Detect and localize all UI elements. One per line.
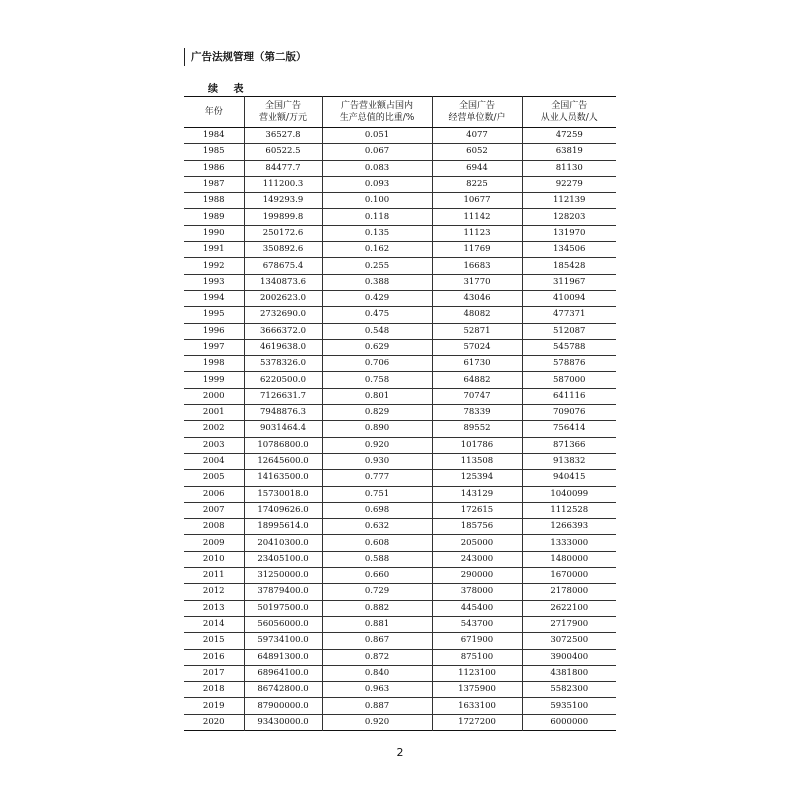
table-row — [184, 405, 616, 421]
year-cell: 2014 — [184, 616, 244, 632]
employees-cell: 1333000 — [522, 535, 616, 551]
year-cell: 1996 — [184, 323, 244, 339]
year-cell: 1997 — [184, 339, 244, 355]
revenue-cell: 68964100.0 — [244, 665, 322, 681]
business-units-cell: 8225 — [432, 176, 522, 192]
year-cell: 1999 — [184, 372, 244, 388]
business-units-cell: 61730 — [432, 356, 522, 372]
revenue-cell: 9031464.4 — [244, 421, 322, 437]
year-cell: 1984 — [184, 128, 244, 144]
gdp-share-cell: 0.751 — [322, 486, 432, 502]
year-cell: 1994 — [184, 290, 244, 306]
table-row — [184, 470, 616, 486]
business-units-cell: 1633100 — [432, 698, 522, 714]
table-row — [184, 551, 616, 567]
table-row — [184, 535, 616, 551]
gdp-share-cell: 0.608 — [322, 535, 432, 551]
revenue-cell: 60522.5 — [244, 144, 322, 160]
employees-cell: 913832 — [522, 453, 616, 469]
year-cell: 2005 — [184, 470, 244, 486]
business-units-cell: 11123 — [432, 225, 522, 241]
business-units-cell: 875100 — [432, 649, 522, 665]
table-row — [184, 144, 616, 160]
employees-cell: 1040099 — [522, 486, 616, 502]
revenue-cell: 5378326.0 — [244, 356, 322, 372]
year-cell: 1991 — [184, 242, 244, 258]
revenue-cell: 20410300.0 — [244, 535, 322, 551]
employees-cell: 5582300 — [522, 682, 616, 698]
employees-cell: 940415 — [522, 470, 616, 486]
year-cell: 1998 — [184, 356, 244, 372]
table-row — [184, 388, 616, 404]
business-units-cell: 543700 — [432, 616, 522, 632]
revenue-cell: 199899.8 — [244, 209, 322, 225]
revenue-cell: 93430000.0 — [244, 714, 322, 730]
table-row — [184, 372, 616, 388]
revenue-cell: 31250000.0 — [244, 568, 322, 584]
revenue-cell: 250172.6 — [244, 225, 322, 241]
employees-cell: 4381800 — [522, 665, 616, 681]
gdp-share-cell: 0.083 — [322, 160, 432, 176]
table-row — [184, 649, 616, 665]
year-cell: 1989 — [184, 209, 244, 225]
revenue-cell: 56056000.0 — [244, 616, 322, 632]
gdp-share-cell: 0.706 — [322, 356, 432, 372]
employees-cell: 1112528 — [522, 502, 616, 518]
header-line: 广告营业额占国内 — [340, 101, 413, 111]
revenue-cell: 1340873.6 — [244, 274, 322, 290]
employees-cell: 512087 — [522, 323, 616, 339]
year-cell: 2018 — [184, 682, 244, 698]
business-units-cell: 89552 — [432, 421, 522, 437]
gdp-share-cell: 0.758 — [322, 372, 432, 388]
year-cell: 1990 — [184, 225, 244, 241]
year-header — [184, 97, 244, 128]
gdp-share-cell: 0.829 — [322, 405, 432, 421]
gdp-share-cell: 0.777 — [322, 470, 432, 486]
table-row — [184, 160, 616, 176]
employees-cell: 410094 — [522, 290, 616, 306]
employees-cell: 112139 — [522, 193, 616, 209]
employees-cell: 756414 — [522, 421, 616, 437]
page-number: 2 — [396, 746, 404, 759]
revenue-cell: 84477.7 — [244, 160, 322, 176]
year-cell: 1992 — [184, 258, 244, 274]
table-row — [184, 665, 616, 681]
table-row — [184, 193, 616, 209]
employees-cell: 3072500 — [522, 633, 616, 649]
revenue-cell: 111200.3 — [244, 176, 322, 192]
business-units-cell: 43046 — [432, 290, 522, 306]
gdp-share-cell: 0.135 — [322, 225, 432, 241]
employees-cell: 92279 — [522, 176, 616, 192]
business-units-cell: 4077 — [432, 128, 522, 144]
business-units-header — [432, 97, 522, 128]
revenue-header — [244, 97, 322, 128]
header-line: 生产总值的比重/% — [339, 113, 415, 123]
year-cell: 2013 — [184, 600, 244, 616]
employees-cell: 311967 — [522, 274, 616, 290]
business-units-cell: 125394 — [432, 470, 522, 486]
gdp-share-cell: 0.100 — [322, 193, 432, 209]
employees-cell: 2622100 — [522, 600, 616, 616]
business-units-cell: 143129 — [432, 486, 522, 502]
revenue-cell: 64891300.0 — [244, 649, 322, 665]
continued-label: 续 表 — [208, 84, 250, 95]
gdp-share-cell: 0.162 — [322, 242, 432, 258]
gdp-share-cell: 0.632 — [322, 519, 432, 535]
table-row — [184, 600, 616, 616]
header-line: 全国广告 — [264, 101, 301, 111]
table-body — [184, 128, 616, 731]
employees-cell: 477371 — [522, 307, 616, 323]
business-units-cell: 52871 — [432, 323, 522, 339]
business-units-cell: 11142 — [432, 209, 522, 225]
employees-cell: 185428 — [522, 258, 616, 274]
year-cell: 2020 — [184, 714, 244, 730]
revenue-cell: 678675.4 — [244, 258, 322, 274]
gdp-share-cell: 0.475 — [322, 307, 432, 323]
year-cell: 1988 — [184, 193, 244, 209]
employees-cell: 128203 — [522, 209, 616, 225]
business-units-cell: 205000 — [432, 535, 522, 551]
year-cell: 2009 — [184, 535, 244, 551]
gdp-share-cell: 0.067 — [322, 144, 432, 160]
table-row — [184, 584, 616, 600]
year-cell: 1993 — [184, 274, 244, 290]
revenue-cell: 17409626.0 — [244, 502, 322, 518]
gdp-share-header — [322, 97, 432, 128]
revenue-cell: 2732690.0 — [244, 307, 322, 323]
employees-cell: 578876 — [522, 356, 616, 372]
employees-cell: 641116 — [522, 388, 616, 404]
table-row — [184, 225, 616, 241]
business-units-cell: 11769 — [432, 242, 522, 258]
business-units-cell: 172615 — [432, 502, 522, 518]
revenue-cell: 3666372.0 — [244, 323, 322, 339]
revenue-cell: 14163500.0 — [244, 470, 322, 486]
running-head: 广告法规管理（第二版） — [184, 48, 307, 66]
business-units-cell: 70747 — [432, 388, 522, 404]
gdp-share-cell: 0.840 — [322, 665, 432, 681]
table-row — [184, 616, 616, 632]
business-units-cell: 113508 — [432, 453, 522, 469]
table-row — [184, 682, 616, 698]
business-units-cell: 671900 — [432, 633, 522, 649]
gdp-share-cell: 0.629 — [322, 339, 432, 355]
table-row — [184, 242, 616, 258]
table-header — [184, 97, 616, 128]
revenue-cell: 350892.6 — [244, 242, 322, 258]
revenue-cell: 6220500.0 — [244, 372, 322, 388]
gdp-share-cell: 0.867 — [322, 633, 432, 649]
revenue-cell: 10786800.0 — [244, 437, 322, 453]
table-row — [184, 356, 616, 372]
revenue-cell: 87900000.0 — [244, 698, 322, 714]
table-row — [184, 258, 616, 274]
employees-cell: 3900400 — [522, 649, 616, 665]
business-units-cell: 64882 — [432, 372, 522, 388]
business-units-cell: 48082 — [432, 307, 522, 323]
table-row — [184, 519, 616, 535]
year-cell: 2006 — [184, 486, 244, 502]
header-row — [184, 97, 616, 128]
employees-cell: 134506 — [522, 242, 616, 258]
business-units-cell: 10677 — [432, 193, 522, 209]
header-line: 全国广告 — [551, 101, 588, 111]
table-row — [184, 486, 616, 502]
gdp-share-cell: 0.660 — [322, 568, 432, 584]
table-row — [184, 437, 616, 453]
business-units-cell: 57024 — [432, 339, 522, 355]
year-cell: 2007 — [184, 502, 244, 518]
year-cell: 2017 — [184, 665, 244, 681]
business-units-cell: 185756 — [432, 519, 522, 535]
year-cell: 2008 — [184, 519, 244, 535]
table-row — [184, 128, 616, 144]
year-cell: 2012 — [184, 584, 244, 600]
year-cell: 2004 — [184, 453, 244, 469]
gdp-share-cell: 0.051 — [322, 128, 432, 144]
gdp-share-cell: 0.887 — [322, 698, 432, 714]
employees-cell: 131970 — [522, 225, 616, 241]
business-units-cell: 1123100 — [432, 665, 522, 681]
business-units-cell: 6944 — [432, 160, 522, 176]
table-row — [184, 568, 616, 584]
employees-cell: 5935100 — [522, 698, 616, 714]
header-line: 全国广告 — [458, 101, 495, 111]
revenue-cell: 7948876.3 — [244, 405, 322, 421]
business-units-cell: 290000 — [432, 568, 522, 584]
gdp-share-cell: 0.881 — [322, 616, 432, 632]
business-units-cell: 378000 — [432, 584, 522, 600]
table-row — [184, 714, 616, 730]
revenue-cell: 4619638.0 — [244, 339, 322, 355]
gdp-share-cell: 0.963 — [322, 682, 432, 698]
gdp-share-cell: 0.588 — [322, 551, 432, 567]
header-line: 营业额/万元 — [258, 113, 308, 123]
table-row — [184, 176, 616, 192]
employees-cell: 2717900 — [522, 616, 616, 632]
header-line: 经营单位数/户 — [448, 113, 506, 123]
revenue-cell: 15730018.0 — [244, 486, 322, 502]
gdp-share-cell: 0.388 — [322, 274, 432, 290]
revenue-cell: 50197500.0 — [244, 600, 322, 616]
gdp-share-cell: 0.872 — [322, 649, 432, 665]
employees-cell: 709076 — [522, 405, 616, 421]
employees-cell: 587000 — [522, 372, 616, 388]
employees-cell: 6000000 — [550, 716, 589, 727]
revenue-cell: 59734100.0 — [244, 633, 322, 649]
year-cell: 1987 — [184, 176, 244, 192]
gdp-share-cell: 0.890 — [322, 421, 432, 437]
employees-cell: 2178000 — [522, 584, 616, 600]
business-units-cell: 243000 — [432, 551, 522, 567]
employees-cell: 545788 — [522, 339, 616, 355]
table-row — [184, 323, 616, 339]
year-cell: 2019 — [184, 698, 244, 714]
employees-cell: 63819 — [522, 144, 616, 160]
year-cell: 2002 — [184, 421, 244, 437]
year-cell: 2000 — [184, 388, 244, 404]
header-line: 从业人员数/人 — [540, 113, 598, 123]
revenue-cell: 149293.9 — [244, 193, 322, 209]
employees-header — [522, 97, 616, 128]
year-cell: 2015 — [184, 633, 244, 649]
header-line: 年份 — [204, 107, 223, 117]
employees-cell: 1480000 — [522, 551, 616, 567]
table-row — [184, 421, 616, 437]
gdp-share-cell: 0.920 — [322, 714, 432, 730]
employees-cell: 81130 — [522, 160, 616, 176]
year-cell: 2001 — [184, 405, 244, 421]
gdp-share-cell: 0.920 — [322, 437, 432, 453]
table-row — [184, 290, 616, 306]
revenue-cell: 2002623.0 — [244, 290, 322, 306]
gdp-share-cell: 0.255 — [322, 258, 432, 274]
revenue-cell: 7126631.7 — [244, 388, 322, 404]
table-row — [184, 502, 616, 518]
gdp-share-cell: 0.429 — [322, 290, 432, 306]
year-cell: 1985 — [184, 144, 244, 160]
year-cell: 2016 — [184, 649, 244, 665]
gdp-share-cell: 0.882 — [322, 600, 432, 616]
business-units-cell: 1375900 — [432, 682, 522, 698]
business-units-cell: 1727200 — [432, 714, 522, 730]
revenue-cell: 23405100.0 — [244, 551, 322, 567]
year-cell: 1995 — [184, 307, 244, 323]
business-units-cell: 78339 — [432, 405, 522, 421]
business-units-cell: 6052 — [432, 144, 522, 160]
table-row — [184, 209, 616, 225]
business-units-cell: 31770 — [432, 274, 522, 290]
employees-cell: 871366 — [522, 437, 616, 453]
employees-cell: 47259 — [522, 128, 616, 144]
revenue-cell: 86742800.0 — [244, 682, 322, 698]
gdp-share-cell: 0.801 — [322, 388, 432, 404]
revenue-cell: 12645600.0 — [244, 453, 322, 469]
employees-cell: 1670000 — [522, 568, 616, 584]
gdp-share-cell: 0.930 — [322, 453, 432, 469]
revenue-cell: 18995614.0 — [244, 519, 322, 535]
year-cell: 2011 — [184, 568, 244, 584]
table-row — [184, 453, 616, 469]
year-cell: 2010 — [184, 551, 244, 567]
year-cell: 1986 — [184, 160, 244, 176]
table-row — [184, 307, 616, 323]
revenue-cell: 36527.8 — [244, 128, 322, 144]
gdp-share-cell: 0.729 — [322, 584, 432, 600]
table-row — [184, 633, 616, 649]
table-row — [184, 698, 616, 714]
gdp-share-cell: 0.548 — [322, 323, 432, 339]
gdp-share-cell: 0.093 — [322, 176, 432, 192]
employees-cell: 1266393 — [522, 519, 616, 535]
gdp-share-cell: 0.118 — [322, 209, 432, 225]
table-row — [184, 274, 616, 290]
business-units-cell: 101786 — [432, 437, 522, 453]
table-row — [184, 339, 616, 355]
revenue-cell: 37879400.0 — [244, 584, 322, 600]
gdp-share-cell: 0.698 — [322, 502, 432, 518]
business-units-cell: 445400 — [432, 600, 522, 616]
advertising-statistics-table — [184, 96, 616, 731]
business-units-cell: 16683 — [432, 258, 522, 274]
year-cell: 2003 — [184, 437, 244, 453]
